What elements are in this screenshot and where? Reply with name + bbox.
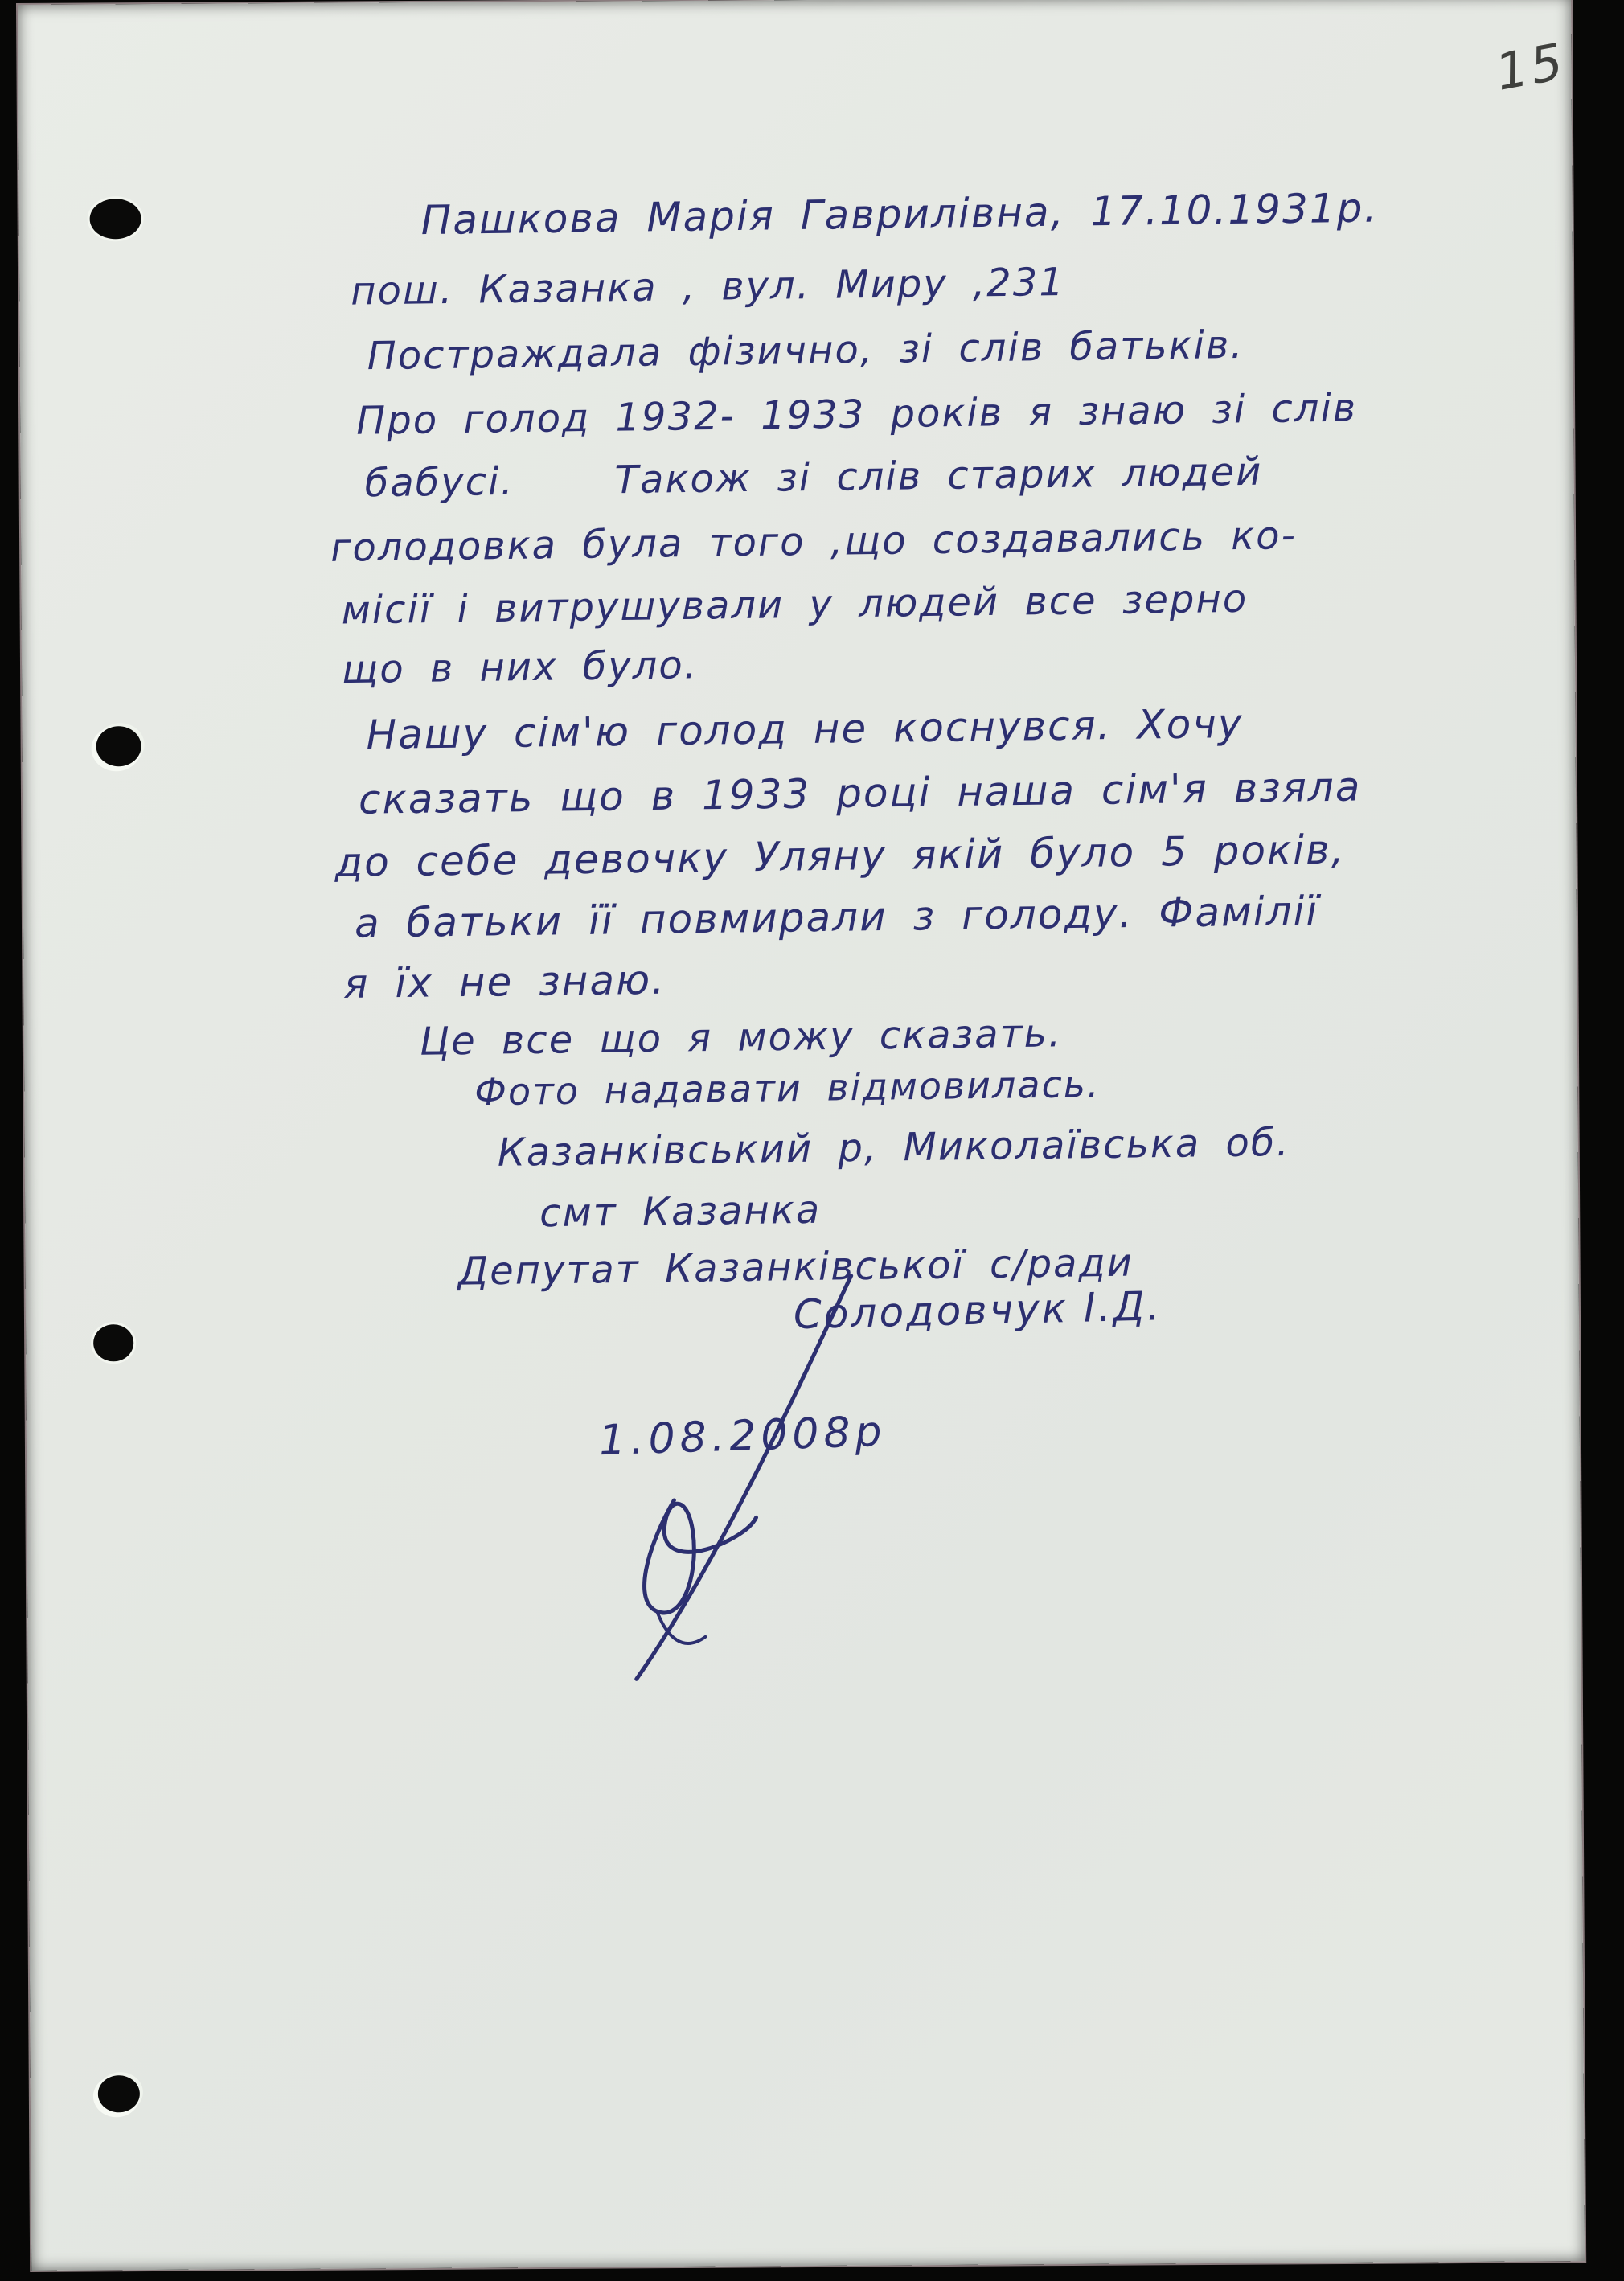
document-paper: [18, 0, 1585, 2271]
punch-hole: [96, 726, 141, 766]
handwritten-line: бабусі. Також зі слів старих людей: [364, 449, 1263, 507]
handwritten-line: смт Казанка: [539, 1187, 822, 1237]
handwritten-line: пош. Казанка , вул. Миру ,231: [350, 259, 1066, 314]
handwritten-line: місії і витрушували у людей все зерно: [341, 576, 1249, 634]
handwritten-line: а батьки її повмирали з голоду. Фамілії: [354, 887, 1319, 947]
handwritten-line: Постраждала фізично, зі слів батьків.: [367, 322, 1245, 379]
handwritten-line: до себе девочку Уляну якій було 5 років,: [334, 826, 1346, 886]
handwritten-line: голодовка була того ,що создавались ко-: [330, 513, 1298, 571]
handwritten-line: Це все що я можу сказать.: [419, 1011, 1063, 1065]
handwritten-line: Нашу сім'ю голод не коснувся. Хочу: [366, 699, 1244, 759]
handwritten-line: що в них було.: [341, 642, 699, 693]
handwritten-line: сказать що в 1933 році наша сім'я взяла: [358, 763, 1362, 823]
punch-hole: [98, 2075, 140, 2112]
handwritten-line: Казанківський р, Миколаївська об.: [497, 1119, 1291, 1175]
signature-name: Солодовчук І.Д.: [793, 1282, 1163, 1339]
punch-hole: [93, 1324, 133, 1361]
handwritten-line: я їх не знаю.: [343, 956, 666, 1007]
document-date: 1.08.2008р: [598, 1407, 888, 1466]
page-number: 15: [1491, 31, 1571, 102]
handwritten-line: Фото надавати відмовилась.: [474, 1062, 1101, 1114]
handwritten-line: Про голод 1932- 1933 років я знаю зі слів: [355, 385, 1358, 444]
handwritten-line: Пашкова Марія Гаврилівна, 17.10.1931р.: [420, 184, 1379, 244]
handwritten-line: Депутат Казанківської с/ради: [457, 1240, 1134, 1294]
punch-hole: [89, 199, 141, 239]
